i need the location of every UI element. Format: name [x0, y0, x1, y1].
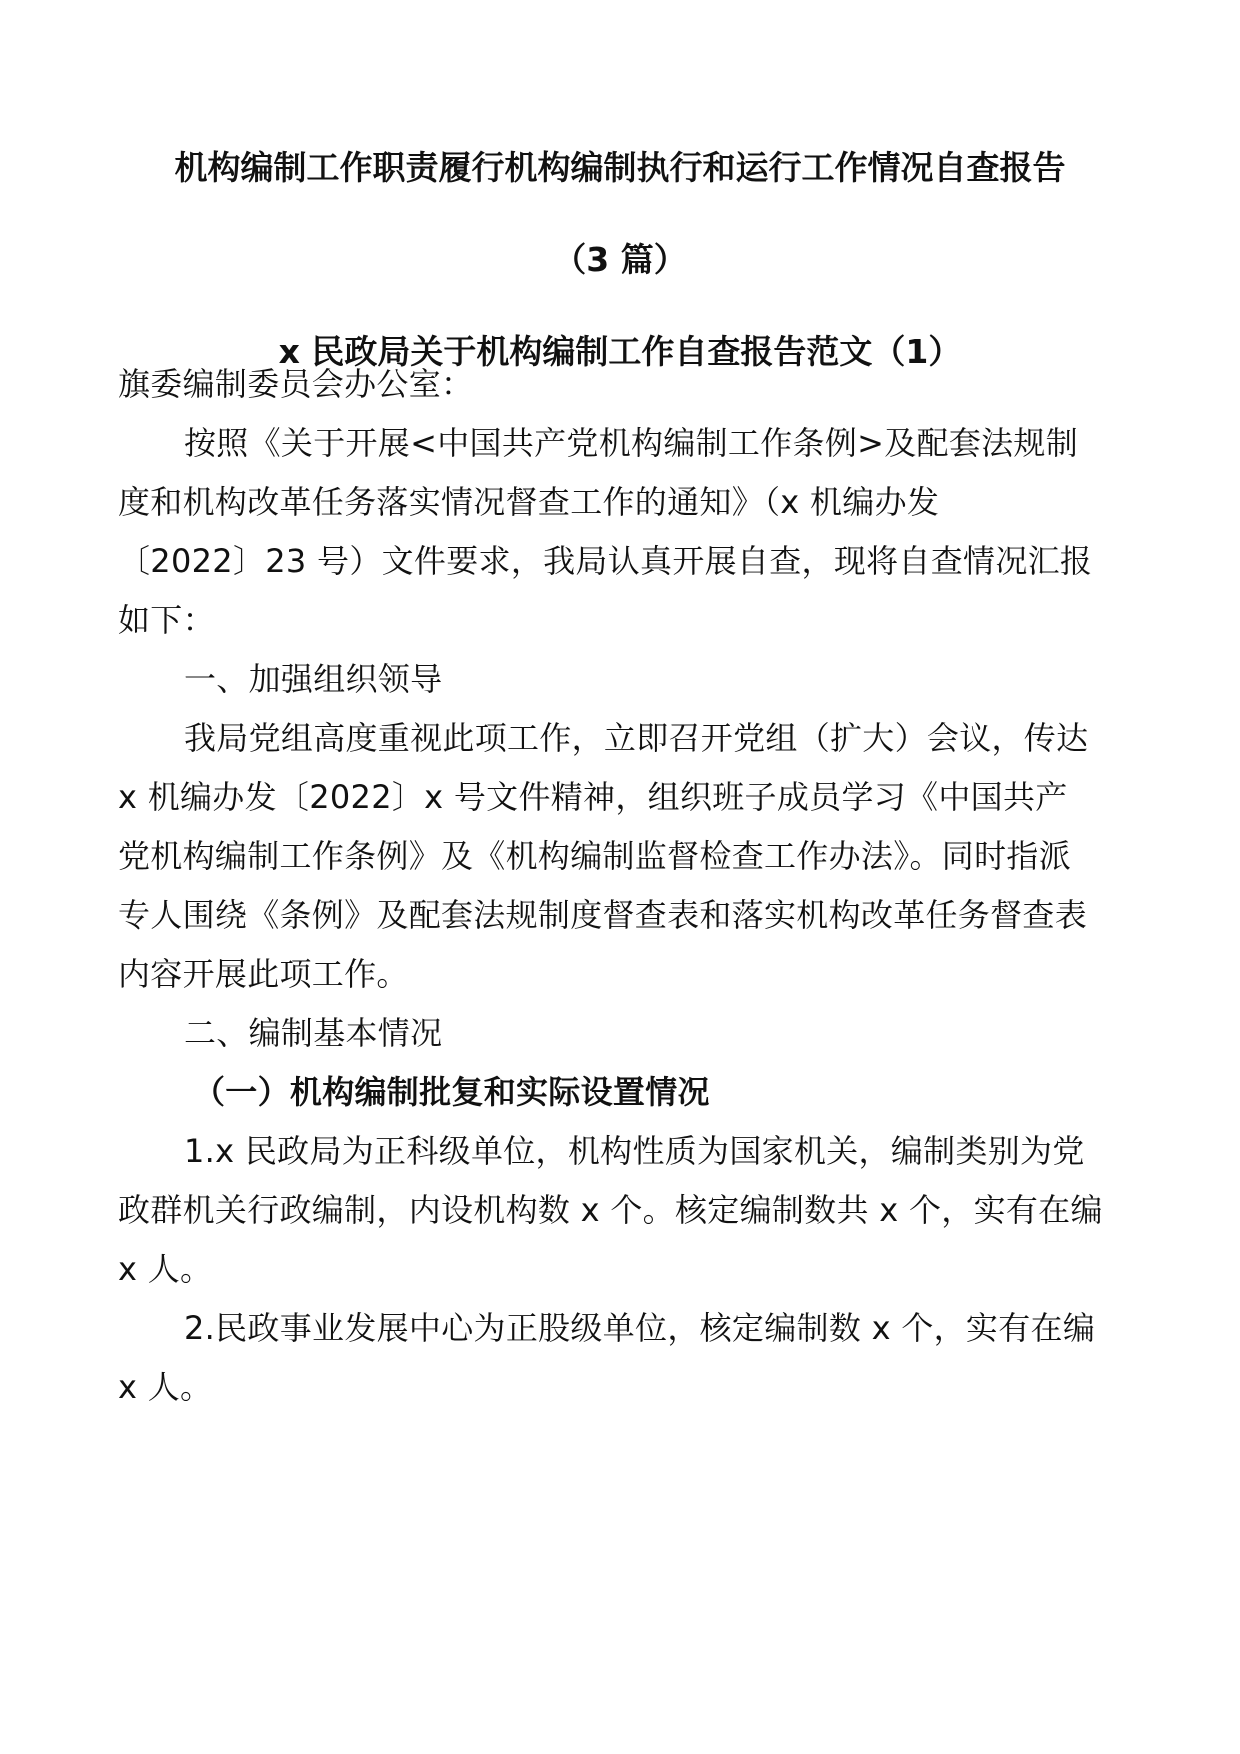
section2-heading: 二、编制基本情况 — [184, 1014, 443, 1052]
intro-line-3: 〔2022〕23 号）文件要求，我局认真开展自查，现将自查情况汇报 — [118, 542, 1093, 580]
item2-line-2: x 人。 — [118, 1368, 213, 1406]
document-title: 机构编制工作职责履行机构编制执行和运行工作情况自查报告 — [174, 148, 1066, 187]
item1-line-3: x 人。 — [118, 1250, 213, 1288]
section1-line-3: 党机构编制工作条例》及《机构编制监督检查工作办法》。同时指派 — [118, 837, 1072, 875]
intro-line-1: 按照《关于开展<中国共产党机构编制工作条例>及配套法规制 — [184, 424, 1079, 462]
document-subtitle: x 民政局关于机构编制工作自查报告范文（1） — [278, 332, 962, 371]
subsection1-heading: （一）机构编制批复和实际设置情况 — [193, 1073, 710, 1111]
intro-line-4: 如下： — [118, 601, 215, 639]
section1-line-1: 我局党组高度重视此项工作，立即召开党组（扩大）会议，传达 — [184, 719, 1089, 757]
salutation: 旗委编制委员会办公室： — [118, 365, 474, 403]
section1-line-4: 专人围绕《条例》及配套法规制度督查表和落实机构改革任务督查表 — [118, 896, 1088, 934]
section1-line-5: 内容开展此项工作。 — [118, 955, 409, 993]
document-title-count: （3 篇） — [553, 240, 687, 279]
intro-line-2: 度和机构改革任务落实情况督查工作的通知》（x 机编办发 — [118, 483, 940, 521]
section1-heading: 一、加强组织领导 — [184, 660, 443, 698]
item1-line-1: 1.x 民政局为正科级单位，机构性质为国家机关，编制类别为党 — [184, 1132, 1085, 1170]
section1-line-2: x 机编办发〔2022〕x 号文件精神，组织班子成员学习《中国共产 — [118, 778, 1068, 816]
item1-line-2: 政群机关行政编制，内设机构数 x 个。核定编制数共 x 个，实有在编 — [118, 1191, 1103, 1229]
item2-line-1: 2.民政事业发展中心为正股级单位，核定编制数 x 个，实有在编 — [184, 1309, 1096, 1347]
